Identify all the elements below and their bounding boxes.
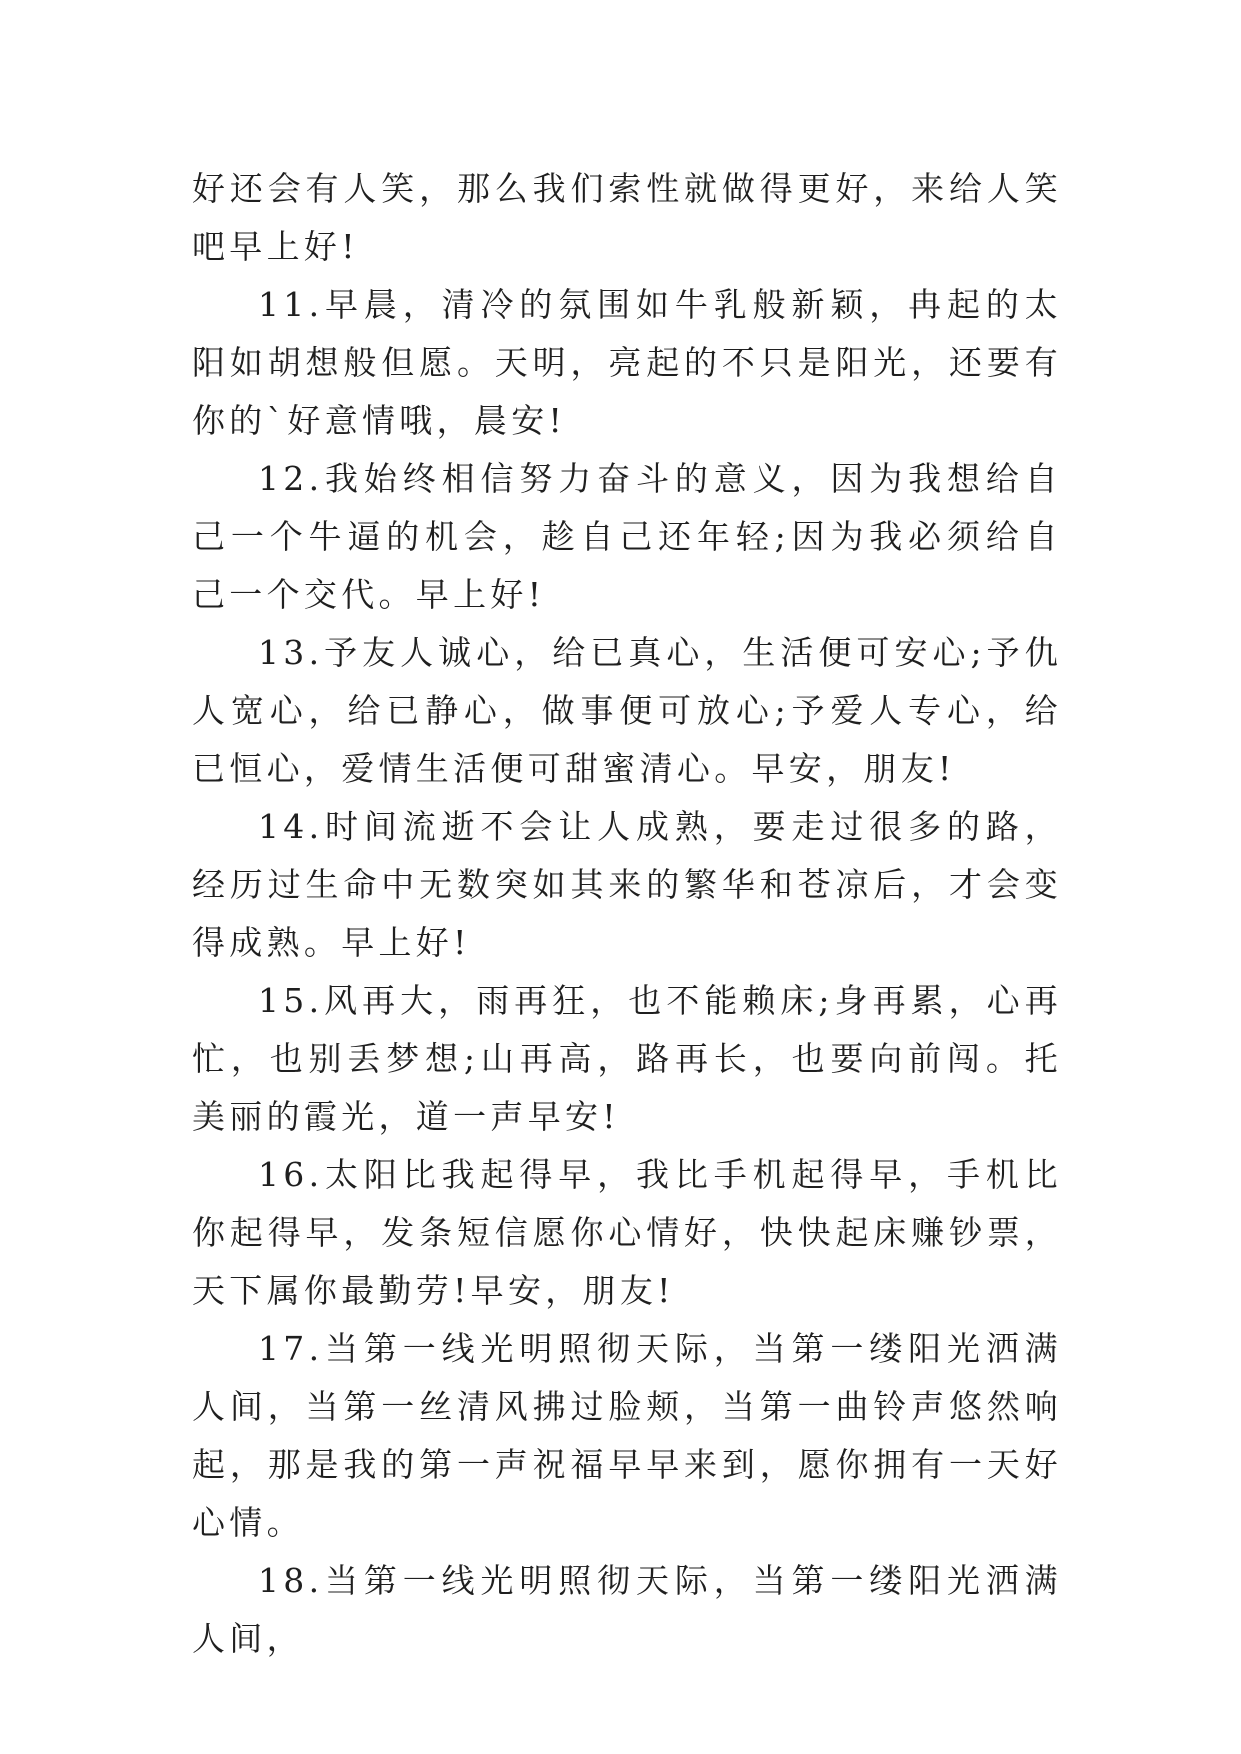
paragraph-16: 16.太阳比我起得早，我比手机起得早，手机比你起得早，发条短信愿你心情好，快快起床赚钞票，天下属你最勤劳!早安，朋友!: [192, 1155, 1062, 1310]
body-text: [192, 160, 1062, 1668]
paragraph-18: 18.当第一线光明照彻天际，当第一缕阳光洒满人间，: [192, 1561, 1062, 1658]
paragraph-12: 12.我始终相信努力奋斗的意义，因为我想给自己一个牛逼的机会，趁自己还年轻;因为我必须给自己一个交代。早上好!: [192, 459, 1062, 614]
paragraph-14: 14.时间流逝不会让人成熟，要走过很多的路，经历过生命中无数突如其来的繁华和苍凉后，才会变得成熟。早上好!: [192, 807, 1062, 962]
paragraph-17: 17.当第一线光明照彻天际，当第一缕阳光洒满人间，当第一丝清风拂过脸颊，当第一曲铃声悠然响起，那是我的第一声祝福早早来到，愿你拥有一天好心情。: [192, 1329, 1062, 1542]
paragraph-13: 13.予友人诚心，给已真心，生活便可安心;予仇人宽心，给已静心，做事便可放心;予爱人专心，给已恒心，爱情生活便可甜蜜清心。早安，朋友!: [192, 633, 1062, 788]
paragraph-15: 15.风再大，雨再狂，也不能赖床;身再累，心再忙，也别丢梦想;山再高，路再长，也要向前闯。托美丽的霞光，道一声早安!: [192, 981, 1062, 1136]
paragraph-continuation: 好还会有人笑，那么我们索性就做得更好，来给人笑吧早上好!: [192, 169, 1062, 266]
paragraph-11: 11.早晨，清冷的氛围如牛乳般新颖，冉起的太阳如胡想般但愿。天明，亮起的不只是阳光，还要有你的`好意情哦，晨安!: [192, 285, 1062, 440]
